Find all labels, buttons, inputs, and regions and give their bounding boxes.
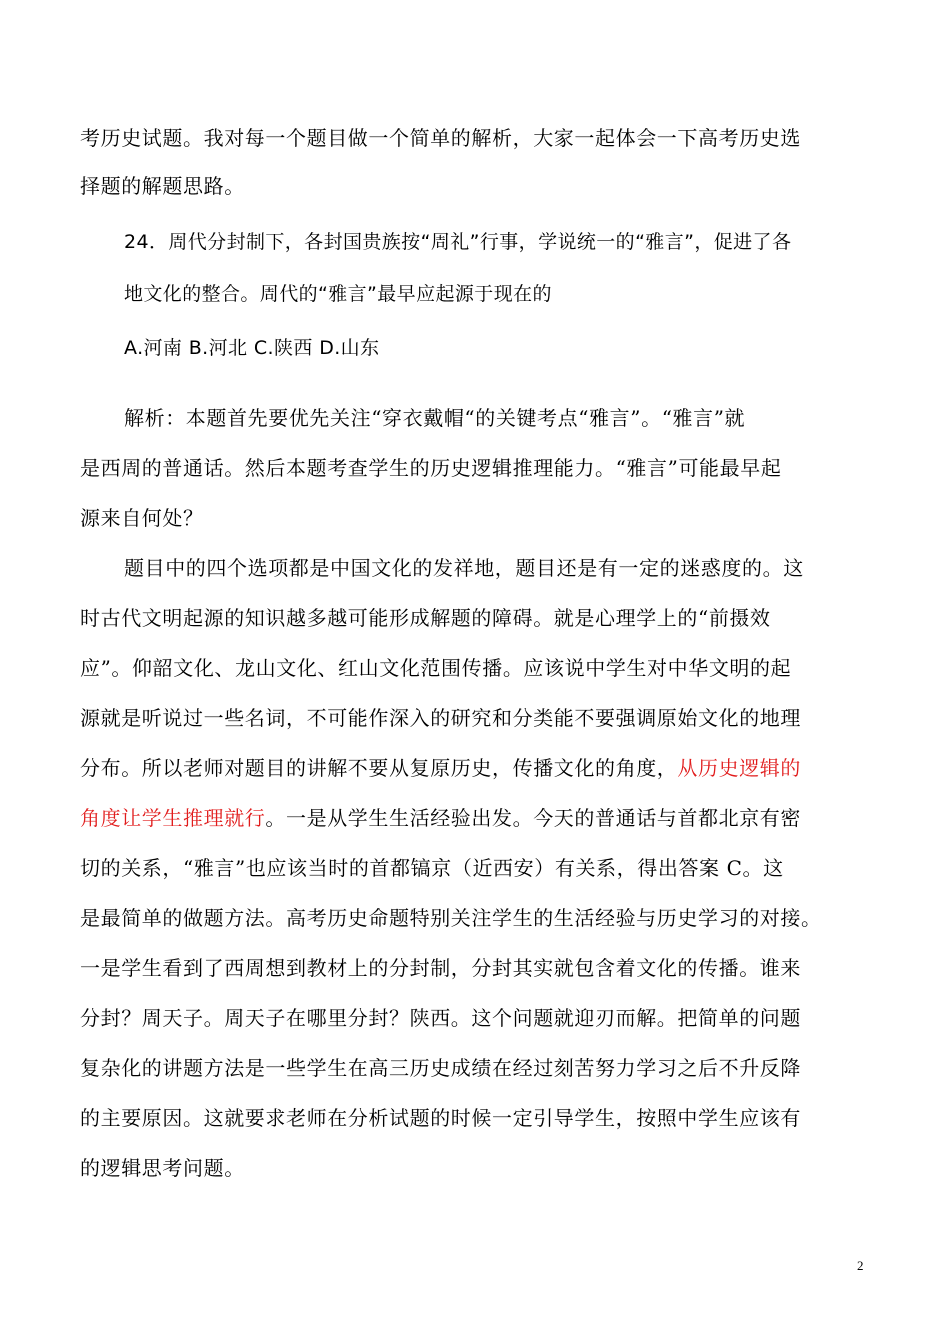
body-line-3: 应”。仰韶文化、龙山文化、红山文化范围传播。应该说中学生对中华文明的起 [80,656,792,680]
body-line-12: 的主要原因。这就要求老师在分析试题的时候一定引导学生，按照中学生应该有 [80,1106,801,1130]
body-line-13: 的逻辑思考问题。 [80,1156,245,1180]
highlighted-text: 从历史逻辑的 [677,756,802,780]
analysis-line-2: 是西周的普通话。然后本题考查学生的历史逻辑推理能力。“雅言”可能最早起 [80,456,782,480]
highlighted-text: 角度让学生推理就行 [80,806,266,830]
body-line-11: 复杂化的讲题方法是一些学生在高三历史成绩在经过刻苦努力学习之后不升反降 [80,1056,801,1080]
analysis-line-1: 解析：本题首先要优先关注“穿衣戴帽“的关键考点“雅言”。“雅言”就 [124,406,746,430]
body-line-9: 一是学生看到了西周想到教材上的分封制，分封其实就包含着文化的传播。谁来 [80,956,801,980]
body-line-8: 是最简单的做题方法。高考历史命题特别关注学生的生活经验与历史学习的对接。 [80,906,822,930]
question-options: A.河南 B.河北 C.陕西 D.山东 [124,337,380,359]
body-line-1: 题目中的四个选项都是中国文化的发祥地，题目还是有一定的迷惑度的。这 [124,556,804,580]
body-line-7: 切的关系，“雅言”也应该当时的首都镐京（近西安）有关系，得出答案 C。这 [80,856,784,880]
body-line-4: 源就是听说过一些名词，不可能作深入的研究和分类能不要强调原始文化的地理 [80,706,801,730]
question-line-2: 地文化的整合。周代的“雅言”最早应起源于现在的 [124,283,552,305]
body-line-6-text: 。一是从学生生活经验出发。今天的普通话与首都北京有密 [265,806,802,830]
body-line-10: 分封？周天子。周天子在哪里分封？陕西。这个问题就迎刃而解。把简单的问题 [80,1006,801,1030]
intro-line-1: 考历史试题。我对每一个题目做一个简单的解析，大家一起体会一下高考历史选 [80,126,801,150]
body-line-2: 时古代文明起源的知识越多越可能形成解题的障碍。就是心理学上的“前摄效 [80,606,771,630]
body-line-5-text: 分布。所以老师对题目的讲解不要从复原历史，传播文化的角度， [80,756,678,780]
body-line-6 [80,804,880,832]
body-line-5 [80,754,880,782]
analysis-line-3: 源来自何处？ [80,506,204,530]
question-line-1: 24．周代分封制下，各封国贵族按“周礼”行事，学说统一的“雅言”，促进了各 [124,231,792,253]
intro-line-2: 择题的解题思路。 [80,174,245,198]
page-number: 2 [857,1258,864,1273]
